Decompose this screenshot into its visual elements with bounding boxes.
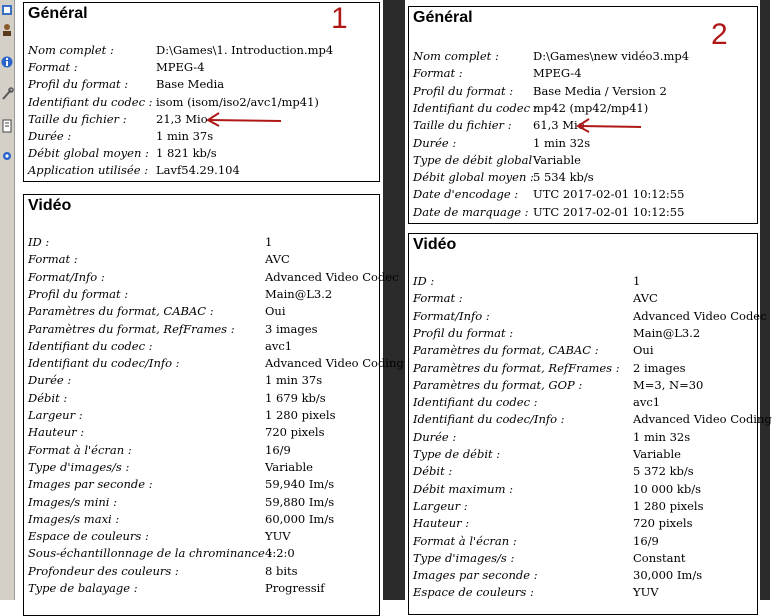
row-value: 60,000 Im/s xyxy=(265,511,335,526)
row-value: avc1 xyxy=(265,338,293,353)
row-value: AVC xyxy=(265,252,290,267)
row-label: Taille du fichier : xyxy=(28,111,127,126)
info-row xyxy=(28,408,375,425)
row-label: Débit global moyen : xyxy=(413,170,534,185)
row-label: Hauteur : xyxy=(413,516,470,531)
document-icon[interactable] xyxy=(1,118,13,132)
info-row xyxy=(413,516,753,533)
row-label: Durée : xyxy=(28,129,72,143)
row-value: Variable xyxy=(533,152,581,167)
row-label: Application utilisée : xyxy=(28,163,149,178)
row-label: Format : xyxy=(28,252,78,267)
row-value: 16/9 xyxy=(633,533,659,548)
row-value: 21,3 Mio xyxy=(156,111,208,126)
row-label: Images/s mini : xyxy=(28,494,118,509)
row-label: Nom complet : xyxy=(28,43,114,57)
handwritten-marker: 2 xyxy=(711,18,728,51)
row-value: 10 000 kb/s xyxy=(633,481,702,496)
row-label: Paramètres du format, RefFrames : xyxy=(413,360,620,375)
row-label: Format : xyxy=(413,66,463,81)
row-value: M=3, N=30 xyxy=(633,377,704,392)
row-value: mp42 (mp42/mp41) xyxy=(533,100,649,115)
row-label: Identifiant du codec/Info : xyxy=(413,412,565,427)
row-value: 16/9 xyxy=(265,442,291,457)
info-row xyxy=(413,464,753,481)
info-row xyxy=(413,291,753,308)
row-label: Identifiant du codec : xyxy=(28,94,153,109)
info-row xyxy=(413,187,753,204)
info-row xyxy=(28,269,399,287)
mediainfo-panel-2 xyxy=(405,0,772,600)
row-value: AVC xyxy=(633,291,658,306)
info-row xyxy=(28,460,375,477)
info-row xyxy=(413,412,772,429)
info-row xyxy=(28,43,375,60)
info-row xyxy=(413,343,753,360)
row-value: 59,880 Im/s xyxy=(265,494,335,509)
row-value: YUV xyxy=(265,529,291,544)
row-value: 1 xyxy=(633,274,641,288)
row-label: Taille du fichier : xyxy=(413,118,512,133)
general-section xyxy=(23,2,380,182)
row-label: Paramètres du format, GOP : xyxy=(413,377,583,392)
info-row xyxy=(413,361,753,378)
row-label: Durée : xyxy=(28,373,72,388)
info-row xyxy=(28,495,375,512)
row-value: Base Media / Version 2 xyxy=(533,83,667,98)
info-row xyxy=(28,252,375,269)
info-row xyxy=(28,546,375,563)
info-row xyxy=(413,326,753,343)
row-value: 3 images xyxy=(265,321,318,336)
row-value: 59,940 Im/s xyxy=(265,477,335,492)
row-value: UTC 2017-02-01 10:12:55 xyxy=(533,204,685,219)
annotation-arrow xyxy=(575,116,645,136)
info-row xyxy=(413,153,753,170)
row-label: Espace de couleurs : xyxy=(413,585,534,600)
row-label: Largeur : xyxy=(413,498,468,513)
row-value: Advanced Video Coding xyxy=(265,356,404,371)
row-label: Date de marquage : xyxy=(413,204,529,219)
video-section xyxy=(23,194,404,616)
row-value: Oui xyxy=(633,343,654,358)
wrench-icon[interactable] xyxy=(1,86,13,100)
row-value: 8 bits xyxy=(265,563,298,578)
row-label: Sous-échantillonnage de la chrominance : xyxy=(28,546,273,561)
info-row xyxy=(28,581,375,598)
info-row xyxy=(28,529,375,546)
mediainfo-panel-1 xyxy=(15,0,404,600)
row-label: Type de débit : xyxy=(413,447,501,461)
row-label: Images/s maxi : xyxy=(28,511,120,526)
row-value: Base Media xyxy=(156,77,225,92)
row-value: Lavf54.29.104 xyxy=(156,163,240,178)
row-label: Format : xyxy=(28,60,78,75)
section-title: Général xyxy=(413,9,473,26)
row-value: isom (isom/iso2/avc1/mp41) xyxy=(156,94,319,109)
row-value: 30,000 Im/s xyxy=(633,568,703,583)
row-value: Variable xyxy=(633,447,681,461)
row-value: 1 280 pixels xyxy=(265,408,336,422)
info-row xyxy=(28,129,375,146)
row-label: Type de débit global : xyxy=(413,152,540,167)
row-label: Hauteur : xyxy=(28,425,85,440)
info-row xyxy=(413,66,753,83)
row-label: Type de balayage : xyxy=(28,581,138,595)
row-value: 4:2:0 xyxy=(265,546,295,561)
annotation-arrow xyxy=(205,110,285,130)
row-value: YUV xyxy=(633,585,659,600)
side-toolbar xyxy=(0,0,15,600)
section-title: Vidéo xyxy=(28,197,72,214)
row-label: Images par seconde : xyxy=(413,568,538,583)
info-row xyxy=(413,482,753,499)
settings-icon[interactable] xyxy=(1,148,13,162)
app-icon[interactable] xyxy=(1,2,13,16)
row-label: Débit : xyxy=(28,390,68,405)
row-label: Profondeur des couleurs : xyxy=(28,563,179,578)
info-row xyxy=(28,163,375,180)
row-label: Format/Info : xyxy=(28,269,105,284)
row-label: Profil du format : xyxy=(413,83,514,98)
row-value: 1 679 kb/s xyxy=(265,390,326,405)
row-value: 5 534 kb/s xyxy=(533,170,594,185)
row-value: Advanced Video Codec xyxy=(633,308,767,323)
info-row xyxy=(413,551,753,568)
row-value: 5 372 kb/s xyxy=(633,464,694,479)
info-row xyxy=(413,499,753,516)
row-label: Identifiant du codec/Info : xyxy=(28,356,180,371)
row-label: Profil du format : xyxy=(413,325,514,340)
row-value: Main@L3.2 xyxy=(633,325,701,340)
info-row xyxy=(28,95,375,112)
info-row xyxy=(413,534,753,551)
handwritten-marker: 1 xyxy=(331,2,348,35)
row-value: MPEG-4 xyxy=(533,66,582,81)
info-row xyxy=(28,287,375,304)
person-icon[interactable] xyxy=(1,22,13,36)
row-value: Constant xyxy=(633,550,686,565)
section-title: Général xyxy=(28,5,88,22)
row-value: UTC 2017-02-01 10:12:55 xyxy=(533,187,685,202)
row-label: Espace de couleurs : xyxy=(28,529,149,544)
section-title: Vidéo xyxy=(413,236,457,253)
row-label: Type d'images/s : xyxy=(28,459,130,474)
info-row xyxy=(28,512,375,529)
row-value: 1 min 32s xyxy=(633,429,691,444)
video-section xyxy=(408,233,772,615)
row-value: D:\Games\1. Introduction.mp4 xyxy=(156,43,334,57)
row-value: Variable xyxy=(265,459,313,474)
row-label: Durée : xyxy=(413,135,457,150)
info-row xyxy=(28,112,375,129)
row-value: 720 pixels xyxy=(265,425,325,440)
window-gap xyxy=(383,0,405,600)
window-edge xyxy=(760,0,770,600)
info-row xyxy=(413,308,767,326)
row-value: Advanced Video Coding xyxy=(633,412,772,427)
row-label: Débit : xyxy=(413,464,453,479)
info-row xyxy=(28,304,375,321)
info-row xyxy=(28,356,404,373)
row-value: D:\Games\new vidéo3.mp4 xyxy=(533,49,690,63)
info-icon[interactable] xyxy=(1,54,13,68)
row-label: Débit maximum : xyxy=(413,481,514,496)
info-row xyxy=(413,395,753,412)
row-label: Type d'images/s : xyxy=(413,550,515,565)
row-label: Format à l'écran : xyxy=(28,442,132,457)
row-value: 1 min 37s xyxy=(265,373,323,388)
row-label: Identifiant du codec : xyxy=(413,100,538,115)
row-value: 61,3 Mio xyxy=(533,118,585,133)
info-row xyxy=(413,378,753,395)
row-value: Main@L3.2 xyxy=(265,286,333,301)
row-label: Format : xyxy=(413,291,463,306)
row-label: Largeur : xyxy=(28,408,83,422)
row-label: Images par seconde : xyxy=(28,477,153,492)
row-label: ID : xyxy=(28,235,50,249)
row-label: Paramètres du format, RefFrames : xyxy=(28,321,235,336)
row-value: 2 images xyxy=(633,360,686,375)
row-label: Durée : xyxy=(413,429,457,444)
info-row xyxy=(413,205,753,222)
row-label: Débit global moyen : xyxy=(28,146,149,161)
info-row xyxy=(413,568,753,585)
row-value: Advanced Video Codec xyxy=(265,269,399,284)
row-value: Progressif xyxy=(265,581,325,595)
row-label: Identifiant du codec : xyxy=(28,338,153,353)
general-section xyxy=(408,6,758,224)
info-row xyxy=(28,477,375,494)
info-row xyxy=(413,447,753,464)
info-row xyxy=(413,136,753,153)
row-label: Format/Info : xyxy=(413,308,490,323)
row-label: Profil du format : xyxy=(28,77,129,92)
row-value: avc1 xyxy=(633,395,661,410)
info-row xyxy=(413,84,753,101)
row-value: 1 821 kb/s xyxy=(156,146,217,161)
info-row xyxy=(28,373,375,390)
row-label: Paramètres du format, CABAC : xyxy=(413,343,599,358)
row-value: 1 min 37s xyxy=(156,129,214,143)
row-value: 1 280 pixels xyxy=(633,498,704,513)
info-row xyxy=(413,49,753,66)
info-row xyxy=(28,235,375,252)
info-row xyxy=(28,339,375,356)
row-value: MPEG-4 xyxy=(156,60,205,75)
info-row xyxy=(28,425,375,442)
row-value: 1 min 32s xyxy=(533,135,591,150)
row-value: 720 pixels xyxy=(633,516,693,531)
row-value: Oui xyxy=(265,304,286,319)
info-row xyxy=(28,564,375,581)
row-label: Format à l'écran : xyxy=(413,533,517,548)
row-label: Paramètres du format, CABAC : xyxy=(28,304,214,319)
info-row xyxy=(28,77,375,94)
row-label: Date d'encodage : xyxy=(413,187,519,202)
info-row xyxy=(413,170,753,187)
info-row xyxy=(28,146,375,163)
row-label: Identifiant du codec : xyxy=(413,395,538,410)
info-row xyxy=(28,391,375,408)
info-row xyxy=(413,274,753,291)
row-label: ID : xyxy=(413,274,435,288)
info-row xyxy=(28,322,375,339)
row-value: 1 xyxy=(265,235,273,249)
row-label: Profil du format : xyxy=(28,286,129,301)
info-row xyxy=(28,443,375,460)
info-row xyxy=(28,60,375,77)
info-row xyxy=(413,430,753,447)
info-row xyxy=(413,585,753,602)
row-label: Nom complet : xyxy=(413,49,499,63)
